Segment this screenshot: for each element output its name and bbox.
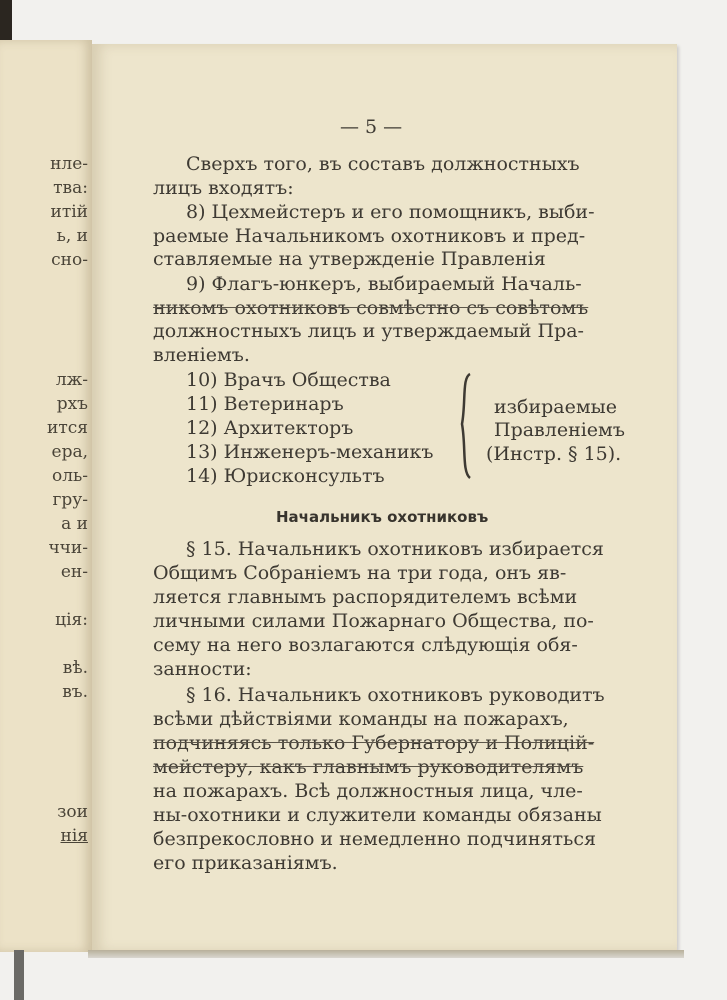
text-line: ны-охотники и служители команды обязаны: [153, 804, 602, 826]
text-line: его приказаніямъ.: [153, 852, 338, 874]
page-shadow: [88, 950, 684, 958]
text-line: ляется главнымъ распорядителемъ всѣми: [153, 586, 578, 608]
list-item: 14) Юрисконсультъ: [186, 465, 385, 487]
list-item: 13) Инженеръ-механикъ: [186, 441, 434, 463]
book-edge-top: [0, 0, 12, 40]
left-fragment: сно-: [51, 250, 88, 270]
left-fragment: гру-: [52, 490, 88, 510]
list-item: 10) Врачъ Общества: [186, 369, 391, 391]
struck-text-line: никомъ охотниковъ совмѣстно съ совѣтомъ: [153, 297, 589, 319]
text-line: § 16. Начальникъ охотниковъ руководитъ: [186, 684, 605, 706]
left-page: [0, 40, 92, 952]
text-line: § 15. Начальникъ охотниковъ избирается: [186, 538, 604, 560]
left-fragment: лж-: [55, 370, 88, 390]
left-fragment: ччи-: [48, 538, 88, 558]
left-fragment: ера,: [51, 442, 88, 462]
left-fragment: ція:: [55, 610, 88, 630]
text-line: безпрекословно и немедленно подчиняться: [153, 828, 597, 850]
list-note: (Инстр. § 15).: [486, 443, 622, 465]
left-fragment: оль-: [51, 466, 88, 486]
left-fragment: зои: [57, 802, 88, 822]
left-fragment: ен-: [60, 562, 88, 582]
left-fragment: ь, и: [56, 226, 88, 246]
left-fragment: вѣ.: [62, 658, 88, 678]
list-note: Правленіемъ: [494, 419, 625, 441]
text-line: сему на него возлагаются слѣдующія обя-: [153, 634, 578, 656]
text-line: 8) Цехмейстеръ и его помощникъ, выби-: [186, 201, 595, 223]
text-line: Общимъ Собраніемъ на три года, онъ яв-: [153, 562, 567, 584]
left-fragment: нле-: [50, 154, 88, 174]
struck-text-line: подчиняясь только Губернатору и Полицій-: [153, 732, 595, 754]
list-item: 12) Архитекторъ: [186, 417, 354, 439]
left-fragment: нія: [60, 826, 88, 846]
left-fragment: тва:: [53, 178, 88, 198]
left-fragment: рхъ: [56, 394, 88, 414]
left-fragment: въ.: [62, 682, 88, 702]
list-item: 11) Ветеринаръ: [186, 393, 344, 415]
brace-icon: [458, 372, 474, 480]
text-line: занности:: [153, 658, 252, 680]
text-line: раемые Начальникомъ охотниковъ и пред-: [153, 225, 586, 247]
book-edge-bottom: [14, 950, 24, 1000]
text-line: вленіемъ.: [153, 344, 250, 366]
left-fragment: ится: [47, 418, 88, 438]
left-fragment: итій: [50, 202, 88, 222]
text-line: личными силами Пожарнаго Общества, по-: [153, 610, 594, 632]
text-line: на пожарахъ. Всѣ должностныя лица, чле-: [153, 780, 583, 802]
list-note: избираемые: [494, 396, 618, 418]
text-line: ставляемые на утвержденіе Правленія: [153, 248, 546, 270]
left-fragment: а и: [61, 514, 88, 534]
text-line: лицъ входятъ:: [153, 177, 294, 199]
section-heading: Начальникъ охотниковъ: [276, 508, 489, 526]
text-line: всѣми дѣйствіями команды на пожарахъ,: [153, 708, 569, 730]
text-line: Сверхъ того, въ составъ должностныхъ: [186, 153, 580, 175]
text-line: 9) Флагъ-юнкеръ, выбираемый Началь-: [186, 273, 582, 295]
struck-text-line: мейстеру, какъ главнымъ руководителямъ: [153, 756, 584, 778]
text-line: должностныхъ лицъ и утверждаемый Пра-: [153, 320, 584, 342]
page-number: — 5 —: [340, 116, 403, 138]
